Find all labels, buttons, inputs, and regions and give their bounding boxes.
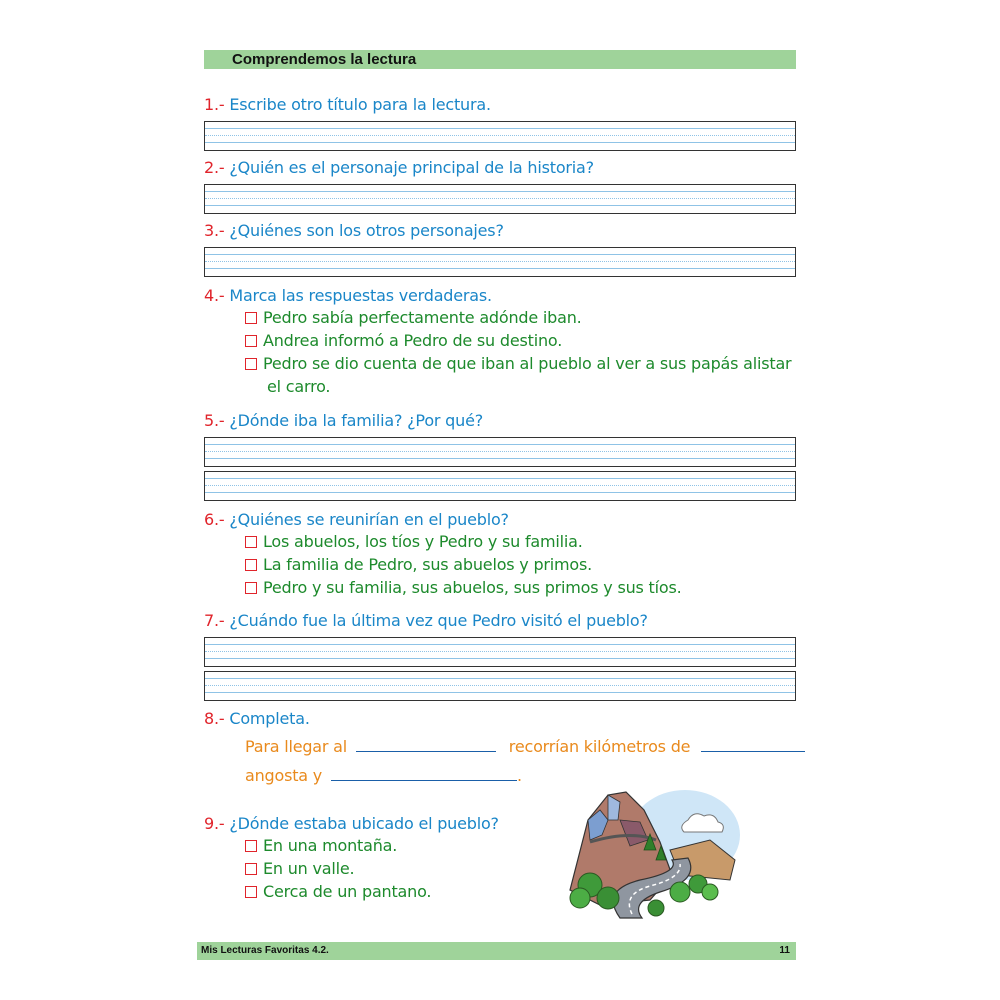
option-text: Pedro y su familia, sus abuelos, sus primos y sus tíos. — [263, 578, 682, 597]
option-item[interactable] — [245, 881, 431, 903]
question-number: 2.- — [204, 158, 225, 177]
question-text: ¿Dónde estaba ubicado el pueblo? — [229, 814, 499, 833]
question-3 — [204, 221, 504, 241]
answer-lines-2[interactable] — [204, 184, 796, 214]
question-4 — [204, 286, 492, 306]
answer-lines-1[interactable] — [204, 121, 796, 151]
answer-lines-7b[interactable] — [204, 671, 796, 701]
fill-text: Para llegar al — [245, 737, 348, 756]
fill-blank[interactable] — [356, 737, 496, 752]
answer-lines-5b[interactable] — [204, 471, 796, 501]
option-text: Los abuelos, los tíos y Pedro y su familia. — [263, 532, 583, 551]
checkbox[interactable] — [245, 886, 257, 898]
option-item[interactable] — [245, 531, 583, 553]
option-text: Andrea informó a Pedro de su destino. — [263, 331, 563, 350]
question-text: ¿Dónde iba la familia? ¿Por qué? — [229, 411, 483, 430]
fill-text: . — [516, 766, 522, 785]
option-text: Pedro se dio cuenta de que iban al pueblo al ver a sus papás alistar — [263, 354, 792, 373]
question-1 — [204, 95, 491, 115]
checkbox[interactable] — [245, 358, 257, 370]
option-text: La familia de Pedro, sus abuelos y primos. — [263, 555, 593, 574]
option-item[interactable] — [245, 554, 592, 576]
option-text: En una montaña. — [263, 836, 398, 855]
question-number: 6.- — [204, 510, 225, 529]
option-item[interactable] — [245, 577, 681, 599]
option-text: Cerca de un pantano. — [263, 882, 432, 901]
question-text: ¿Quiénes son los otros personajes? — [229, 221, 504, 240]
question-number: 1.- — [204, 95, 225, 114]
option-item[interactable] — [245, 858, 354, 880]
question-text: Escribe otro título para la lectura. — [229, 95, 491, 114]
question-text: ¿Cuándo fue la última vez que Pedro visitó el pueblo? — [229, 611, 648, 630]
fill-line-1 — [245, 736, 805, 758]
question-6 — [204, 510, 509, 530]
option-text: En un valle. — [263, 859, 355, 878]
question-text: ¿Quién es el personaje principal de la historia? — [229, 158, 594, 177]
checkbox[interactable] — [245, 312, 257, 324]
question-number: 7.- — [204, 611, 225, 630]
checkbox[interactable] — [245, 559, 257, 571]
question-number: 9.- — [204, 814, 225, 833]
option-text-continued: el carro. — [267, 377, 331, 396]
question-text: Completa. — [229, 709, 310, 728]
option-item[interactable] — [245, 353, 791, 375]
answer-lines-3[interactable] — [204, 247, 796, 277]
checkbox[interactable] — [245, 582, 257, 594]
question-text: Marca las respuestas verdaderas. — [229, 286, 492, 305]
question-2 — [204, 158, 594, 178]
fill-text: angosta y — [245, 766, 323, 785]
option-text: Pedro sabía perfectamente adónde iban. — [263, 308, 582, 327]
question-text: ¿Quiénes se reunirían en el pueblo? — [229, 510, 509, 529]
page-number: 11 — [779, 945, 790, 956]
section-title: Comprendemos la lectura — [232, 51, 417, 68]
question-7 — [204, 611, 648, 631]
fill-text: recorrían kilómetros de — [508, 737, 691, 756]
question-8 — [204, 709, 310, 729]
question-number: 5.- — [204, 411, 225, 430]
question-9 — [204, 814, 499, 834]
option-item[interactable] — [245, 835, 397, 857]
question-5 — [204, 411, 483, 431]
fill-blank[interactable] — [331, 766, 517, 781]
question-number: 8.- — [204, 709, 225, 728]
question-number: 3.- — [204, 221, 225, 240]
fill-line-2 — [245, 765, 522, 787]
checkbox[interactable] — [245, 536, 257, 548]
option-item[interactable] — [245, 330, 562, 352]
answer-lines-5a[interactable] — [204, 437, 796, 467]
answer-lines-7a[interactable] — [204, 637, 796, 667]
mountain-road-illustration — [560, 780, 740, 920]
fill-blank[interactable] — [701, 737, 805, 752]
book-title: Mis Lecturas Favoritas 4.2. — [201, 945, 329, 956]
question-number: 4.- — [204, 286, 225, 305]
checkbox[interactable] — [245, 840, 257, 852]
checkbox[interactable] — [245, 863, 257, 875]
option-item[interactable] — [245, 307, 582, 329]
checkbox[interactable] — [245, 335, 257, 347]
